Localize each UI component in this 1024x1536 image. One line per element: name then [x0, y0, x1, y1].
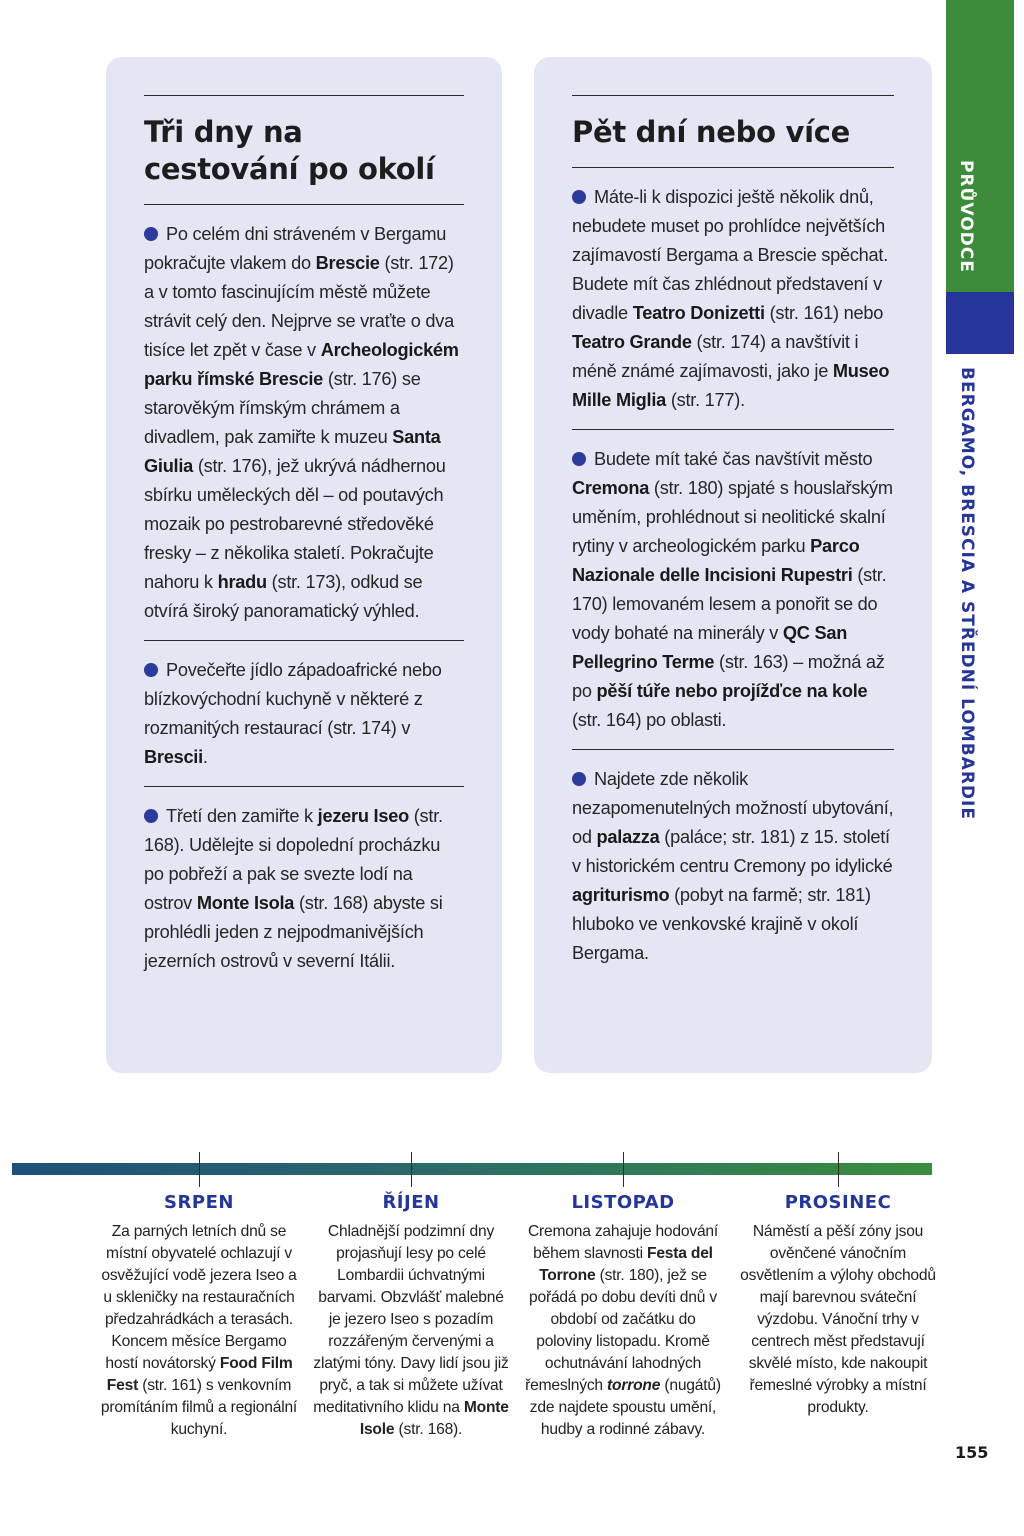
- paragraph: Budete mít také čas navštívit město Cremona (str. 180) spjaté s houslařským uměním, prohlédnout si neolitické skalní rytiny v archeologickém parku Parco Nazionale delle Incisioni Rupestri (str. 170) lemovaném lesem a ponořit se do vody bohaté na minerály v QC San Pellegrino Terme (str. 163) – možná až po pěší túře nebo projížďce na kole (str. 164) po oblasti.: [572, 449, 893, 730]
- month-name: LISTOPAD: [571, 1192, 675, 1213]
- month-description: Náměstí a pěší zóny jsou ověnčené vánočním osvětlením a výlohy obchodů mají barevnou sváteční výzdobu. Vánoční trhy v centrech měst představují skvělé místo, kde nakoupit řemeslné výrobky a místní produkty.: [740, 1223, 936, 1416]
- divider: [144, 786, 464, 787]
- timeline-month-november: [523, 1192, 723, 1441]
- month-description: Chladnější podzimní dny projasňují lesy po celé Lombardii úchvatnými barvami. Obzvlášť malebné je jezero Iseo s pozadím rozzářeným červenými a zlatými tóny. Davy lidí jsou již pryč, a tak si můžete užívat meditativního klidu na Monte Isole (str. 168).: [313, 1223, 509, 1438]
- divider: [144, 204, 464, 205]
- divider: [572, 167, 894, 168]
- month-description: Za parných letních dnů se místní obyvatelé ochlazují v osvěžující vodě jezera Iseo a u skleničky na restauračních předzahrádkách a terasách. Koncem měsíce Bergamo hostí novátorský Food Film Fest (str. 161) s venkovním promítáním filmů a regionální kuchyní.: [100, 1223, 298, 1438]
- itinerary-card-three-days: [106, 57, 502, 1073]
- timeline-tick: [199, 1152, 200, 1187]
- paragraph: Třetí den zamiřte k jezeru Iseo (str. 168). Udělejte si dopolední procházku po pobřeží a pak se svezte lodí na ostrov Monte Isola (str. 168) abyste si prohlédli jeden z nejpodmanivějších jezerních ostrovů v severní Itálii.: [144, 806, 443, 971]
- itinerary-card-five-days: [534, 57, 932, 1073]
- timeline-month-december: [738, 1192, 938, 1419]
- month-name: PROSINEC: [784, 1192, 892, 1213]
- card-title: Tři dny na cestování po okolí: [144, 115, 435, 186]
- bullet-icon: [572, 190, 586, 204]
- timeline-tick: [838, 1152, 839, 1187]
- bullet-icon: [572, 772, 586, 786]
- month-description: Cremona zahajuje hodování během slavnosti Festa del Torrone (str. 180), jež se pořádá po dobu devíti dnů v období od začátku do poloviny listopadu. Kromě ochutnávání lahodných řemeslných torrone (nugátů) zde najdete spoustu umění, hudby a rodinné zábavy.: [525, 1223, 721, 1438]
- page-number: 155: [955, 1443, 989, 1462]
- paragraph: Povečeřte jídlo západoafrické nebo blízkovýchodní kuchyně v některé z rozmanitých restaurací (str. 174) v Brescii.: [144, 660, 442, 767]
- paragraph: Po celém dni stráveném v Bergamu pokračujte vlakem do Brescie (str. 172) a v tomto fascinujícím městě můžete strávit celý den. Nejprve se vraťte o dva tisíce let zpět v čase v Archeologickém parku římské Brescie (str. 176) se starověkým římským chrámem a divadlem, pak zamiřte k muzeu Santa Giulia (str. 176), jež ukrývá nádhernou sbírku uměleckých děl – od poutavých mozaik po pestrobarevné středověké fresky – z několika staletí. Pokračujte nahoru k hradu (str. 173), odkud se otvírá široký panoramatický výhled.: [144, 224, 459, 621]
- region-tab-marker: [946, 292, 1014, 354]
- region-tab-label: BERGAMO, BRESCIA A STŘEDNÍ LOMBARDIE: [957, 367, 977, 820]
- divider: [144, 95, 464, 96]
- timeline-tick: [623, 1152, 624, 1187]
- paragraph: Máte-li k dispozici ještě několik dnů, nebudete muset po prohlídce největších zajímavostí Bergama a Brescie spěchat. Budete mít čas zhlédnout představení v divadle Teatro Donizetti (str. 161) nebo Teatro Grande (str. 174) a navštívit i méně známé zajímavosti, jako je Museo Mille Miglia (str. 177).: [572, 187, 890, 410]
- timeline-month-august: [99, 1192, 299, 1441]
- bullet-icon: [144, 227, 158, 241]
- card-title: Pět dní nebo více: [572, 115, 851, 149]
- month-name: ŘÍJEN: [382, 1192, 440, 1213]
- timeline-month-october: [311, 1192, 511, 1441]
- divider: [572, 429, 894, 430]
- month-name: SRPEN: [164, 1192, 234, 1213]
- bullet-icon: [144, 809, 158, 823]
- divider: [144, 640, 464, 641]
- bullet-icon: [572, 452, 586, 466]
- divider: [572, 95, 894, 96]
- guide-tab-label: PRŮVODCE: [956, 160, 976, 273]
- paragraph: Najdete zde několik nezapomenutelných možností ubytování, od palazza (paláce; str. 181) z 15. století v historickém centru Cremony po idylické agriturismo (pobyt na farmě; str. 181) hluboko ve venkovské krajině v okolí Bergama.: [572, 769, 894, 963]
- timeline-bar: [12, 1163, 932, 1175]
- bullet-icon: [144, 663, 158, 677]
- divider: [572, 749, 894, 750]
- timeline-tick: [411, 1152, 412, 1187]
